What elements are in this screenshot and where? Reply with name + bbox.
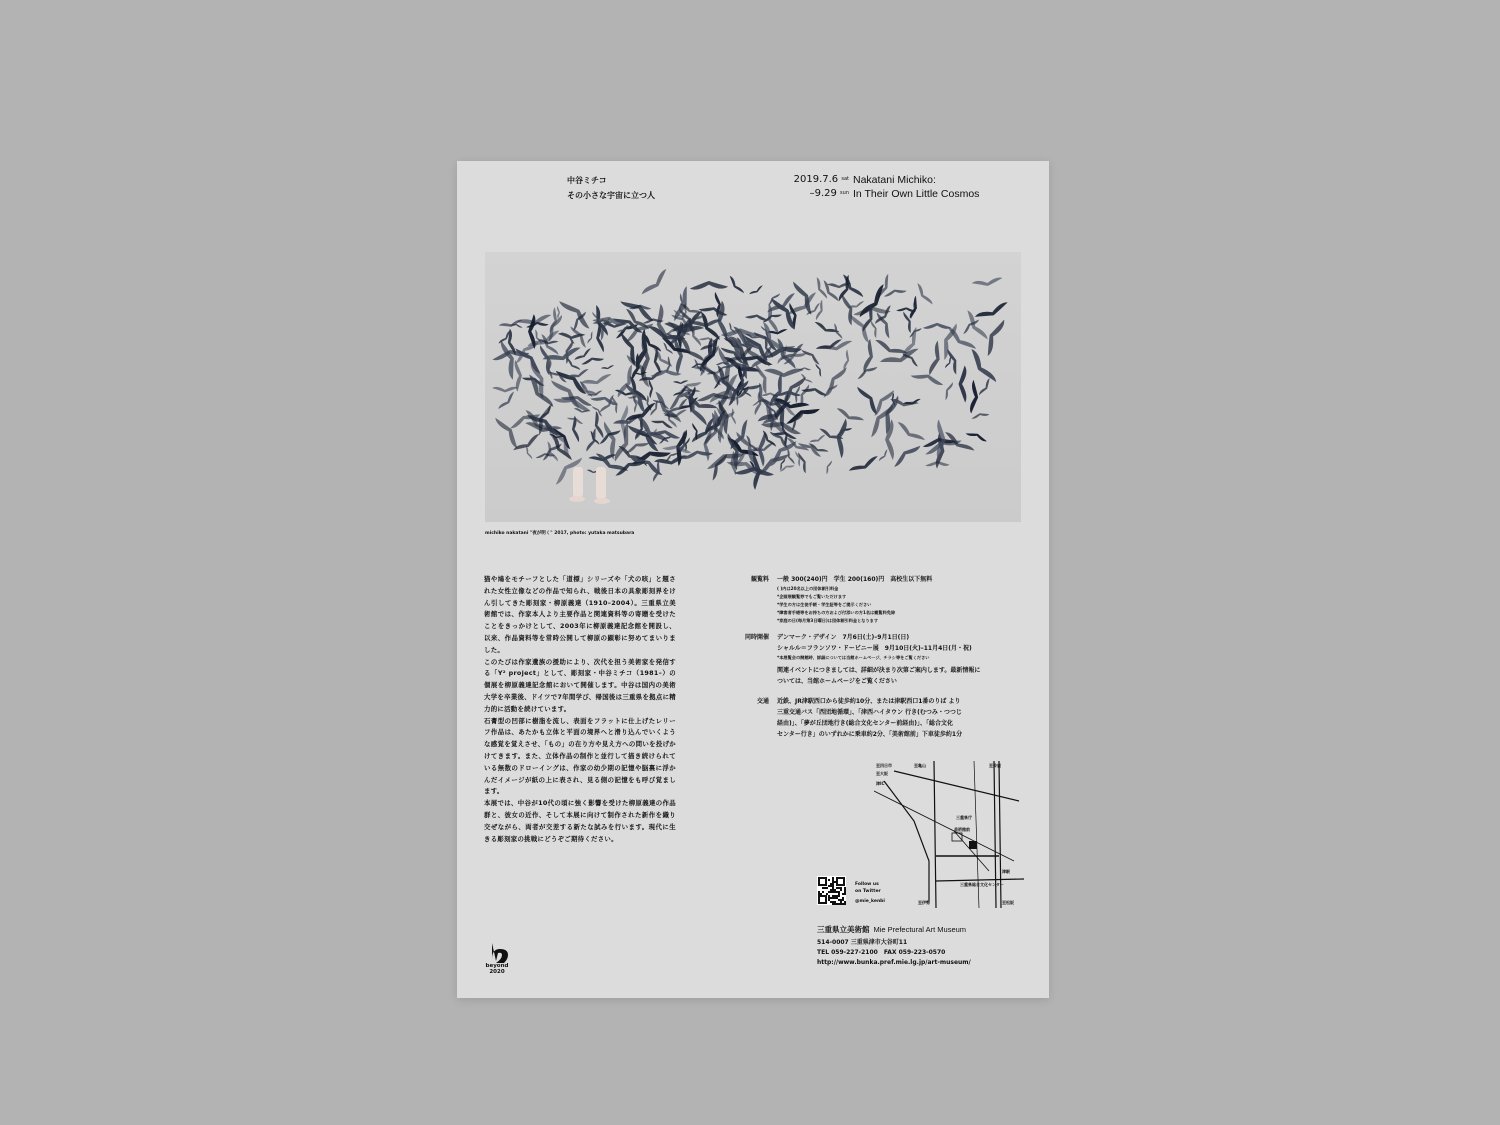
concurrent-label: 同時開催 xyxy=(744,634,769,641)
image-caption: michiko nakatani "夜が明く" 2017, photo: yutaka matsubara xyxy=(485,531,635,536)
qr-module xyxy=(844,893,846,895)
map-label: 至鈴鹿 xyxy=(989,763,1001,768)
map-label: 津IC xyxy=(876,781,885,786)
admission-note: ( )内は20名以上の団体割引料金 xyxy=(777,586,839,591)
qr-module xyxy=(842,903,844,905)
events-line-1: 関連イベントにつきましては、詳細が決まり次第ご案内します。最新情報に xyxy=(777,667,981,674)
qr-module xyxy=(832,897,834,899)
twitter-handle[interactable]: @mie_kenbi xyxy=(855,899,885,904)
qr-module xyxy=(844,887,846,889)
qr-module xyxy=(832,889,834,891)
exhibition-dates xyxy=(773,173,849,201)
qr-module xyxy=(830,901,832,903)
qr-module xyxy=(832,891,834,893)
qr-module xyxy=(820,893,822,895)
museum-url[interactable]: http://www.bunka.pref.mie.lg.jp/art-museum/ xyxy=(817,959,971,966)
access-line: 経由)」、「夢が丘団地行き(総合文化センター前経由)」、「総合文化 xyxy=(777,720,953,727)
qr-module xyxy=(836,887,838,889)
twitter-qr-code[interactable] xyxy=(817,876,846,905)
qr-module xyxy=(834,891,836,893)
qr-module xyxy=(834,895,836,897)
qr-module xyxy=(836,895,838,897)
qr-module xyxy=(838,887,840,889)
access-line: 近鉄、JR津駅西口から徒歩約10分、または津駅西口1番のりば より xyxy=(777,698,961,705)
qr-module xyxy=(832,877,834,879)
qr-module xyxy=(842,899,844,901)
qr-module xyxy=(834,889,836,891)
date-start: 2019.7.6 xyxy=(793,174,839,185)
qr-module xyxy=(836,903,838,905)
jp-title-block xyxy=(567,173,655,203)
artwork-image xyxy=(485,252,1021,522)
body-text xyxy=(484,574,676,845)
bird-flock-illustration xyxy=(485,252,1021,522)
qr-module xyxy=(830,883,832,885)
map-label: 三重県総合文化センター xyxy=(960,882,1004,887)
qr-module xyxy=(834,903,836,905)
date-start-day: sat xyxy=(841,176,849,182)
date-end-day: sun xyxy=(840,190,849,196)
access-line: 三重交通バス「西団地循環」、「津西ハイタウン 行き(むつみ・つつじ xyxy=(777,709,962,716)
admission-note: *障害者手帳等をお持ちの方および付添いの方1名は観覧料免除 xyxy=(777,610,896,615)
qr-module xyxy=(832,887,834,889)
qr-module xyxy=(830,891,832,893)
museum-tel: TEL 059-227-2100 FAX 059-223-0570 xyxy=(817,949,946,956)
twitter-follow xyxy=(855,881,885,905)
admission-note: *家庭の日(毎月第3日曜日)は団体割引料金となります xyxy=(777,618,879,623)
qr-module xyxy=(832,879,834,881)
qr-module xyxy=(834,901,836,903)
access-section xyxy=(756,696,1025,740)
qr-module xyxy=(826,887,828,889)
map-label: 三重県庁 xyxy=(956,815,972,820)
en-title-block xyxy=(853,173,979,201)
map-label: 至亀山 xyxy=(914,763,926,768)
qr-module xyxy=(844,903,846,905)
qr-module xyxy=(828,879,830,881)
logo-year: 2020 xyxy=(489,969,505,975)
map-label: 美術館前 xyxy=(954,827,970,832)
concurrent-section xyxy=(744,632,1025,687)
qr-module xyxy=(828,897,830,899)
jp-artist-name: 中谷ミチコ xyxy=(567,176,607,185)
qr-module xyxy=(842,897,844,899)
map-label: 至大阪 xyxy=(876,771,888,776)
qr-module xyxy=(832,885,834,887)
qr-module xyxy=(822,887,824,889)
museum-name-jp: 三重県立美術館 xyxy=(817,925,870,934)
map-label: 津駅 xyxy=(1002,869,1010,874)
qr-module xyxy=(818,891,820,893)
qr-module xyxy=(840,887,842,889)
admission-label: 観覧料 xyxy=(750,576,769,583)
concurrent-note: *本展覧会の開館時、詳細については当館ホームページ、チラシ等をご覧ください xyxy=(777,655,930,660)
body-paragraph: 本展では、中谷が10代の頃に強く影響を受けた柳原義達の作品群と、彼女の近作、そして本展に向けて制作された新作を織り交ぜながら、両者が交差する新たな試みを行います。現代に生きる彫刻家の挑戦にどうぞご期待ください。 xyxy=(484,799,676,843)
beyond-2020-logo-icon xyxy=(484,941,514,981)
qr-module xyxy=(832,903,834,905)
qr-module xyxy=(836,897,838,899)
qr-module xyxy=(840,899,842,901)
poster-sheet xyxy=(457,161,1049,998)
admission-main: 一般 300(240)円 学生 200(160)円 高校生以下無料 xyxy=(777,576,933,583)
qr-module xyxy=(840,889,842,891)
jp-exhibition-title: その小さな宇宙に立つ人 xyxy=(567,191,655,200)
museum-address xyxy=(817,938,971,968)
qr-module xyxy=(830,889,832,891)
qr-module xyxy=(818,893,820,895)
access-line: センター行き」のいずれかに乗車約2分、「美術館前」下車徒歩約1分 xyxy=(777,731,963,738)
map-label: 至伊勢 xyxy=(918,900,930,905)
date-end: –9.29 xyxy=(809,188,837,199)
events-line-2: ついては、当館ホームページをご覧ください xyxy=(777,678,897,685)
qr-module xyxy=(844,889,846,891)
twitter-line1: Follow us xyxy=(855,882,879,887)
concurrent-exhibition-2: シャルル＝フランソワ・ドービニー展 9月10日(火)–11月4日(月・祝) xyxy=(777,645,972,652)
qr-module xyxy=(838,891,840,893)
qr-module xyxy=(832,895,834,897)
twitter-line2: on Twitter xyxy=(855,889,881,894)
qr-module xyxy=(838,903,840,905)
qr-module xyxy=(836,891,838,893)
body-paragraph: 猫や鳩をモチーフとした「道標」シリーズや「犬の咳」と題された女性立像などの作品で知られ、戦後日本の具象彫刻界をけん引してきた彫刻家・柳原義達（1910–2004）。三重県立美術館では、作家本人より主要作品と関連資料等の寄贈を受けたことをきっかけとして、2003年に柳原義達記念館を開設し、以来、作品資料等を常時公開して柳原の顕彰に努めてまいりました。 xyxy=(484,575,676,654)
qr-module xyxy=(840,903,842,905)
qr-module xyxy=(832,883,834,885)
map-label: 至四日市 xyxy=(876,763,892,768)
admission-section xyxy=(750,574,1025,625)
qr-module xyxy=(838,895,840,897)
museum-name xyxy=(817,924,966,935)
access-label: 交通 xyxy=(756,698,769,705)
admission-note: *企画展観覧券でもご覧いただけます xyxy=(777,594,847,599)
en-title-line2: In Their Own Little Cosmos xyxy=(853,188,980,200)
admission-note: *学生の方は生徒手帳・学生証等をご提示ください xyxy=(777,602,872,607)
museum-name-en: Mie Prefectural Art Museum xyxy=(873,925,967,934)
qr-module xyxy=(842,893,844,895)
qr-module xyxy=(834,897,836,899)
qr-module xyxy=(832,901,834,903)
qr-module xyxy=(838,893,840,895)
qr-module xyxy=(830,897,832,899)
qr-module xyxy=(828,895,830,897)
qr-module xyxy=(822,891,824,893)
body-paragraph: このたびは作家遺族の援助により、次代を担う美術家を発信する「Y² project」として、彫刻家・中谷ミチコ（1981–）の個展を柳原義達記念館において開催します。中谷は国内の美術大学を卒業後、ドイツで7年間学び、帰国後は三重県を拠点に精力的に活動を続けています。 xyxy=(484,657,676,713)
logo-text xyxy=(480,963,514,975)
en-title-line1: Nakatani Michiko: xyxy=(853,174,936,186)
concurrent-exhibition-1: デンマーク・デザイン 7月6日(土)–9月1日(日) xyxy=(777,634,910,641)
qr-module xyxy=(828,899,830,901)
qr-module xyxy=(844,901,846,903)
info-block xyxy=(744,574,1025,740)
museum-postal: 514-0007 三重県津市大谷町11 xyxy=(817,939,908,946)
qr-module xyxy=(838,899,840,901)
qr-module xyxy=(828,891,830,893)
qr-module xyxy=(830,885,832,887)
qr-module xyxy=(844,891,846,893)
qr-module xyxy=(834,881,836,883)
map-label: 至松阪 xyxy=(1002,900,1014,905)
qr-module xyxy=(828,885,830,887)
qr-module xyxy=(826,893,828,895)
access-map xyxy=(874,761,1024,908)
body-paragraph: 石膏型の凹部に樹脂を流し、表面をフラットに仕上げたレリーフ作品は、あたかも立体と平面の境界へと滑り込んでいくような感覚を覚えさせ、「もの」の在り方や見え方への問いを投げかけてきます。また、立体作品の制作と並行して描き続けられている無数のドローイングは、作家の幼少期の記憶や脳裏に浮かんだイメージが紙の上に表され、見る側の記憶をも呼び覚まします。 xyxy=(484,716,676,796)
qr-module xyxy=(840,901,842,903)
qr-module xyxy=(824,887,826,889)
qr-module xyxy=(832,881,834,883)
logo-word: beyond xyxy=(485,963,509,969)
